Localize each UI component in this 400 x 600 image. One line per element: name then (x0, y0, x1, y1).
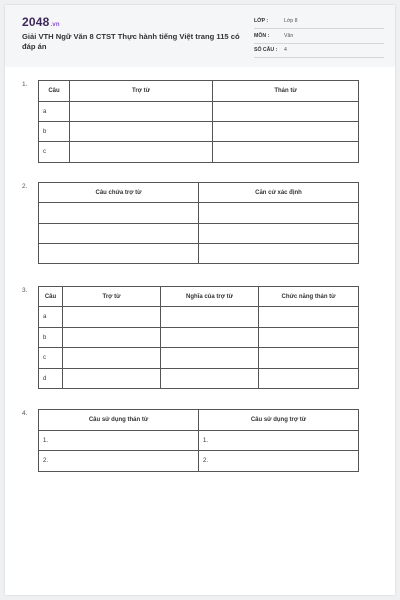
answer-cell[interactable] (70, 102, 213, 122)
table-row (39, 102, 359, 122)
logo-sub: .vn (50, 22, 60, 28)
q4-number: 4. (22, 410, 28, 417)
answer-cell[interactable] (70, 122, 213, 142)
answer-cell[interactable] (63, 369, 161, 389)
meta-count-value: 4 (284, 47, 287, 53)
answer-cell[interactable] (161, 369, 259, 389)
q3-header-row (39, 287, 359, 307)
meta-class-key: LỚP : (254, 18, 269, 24)
answer-cell[interactable] (199, 244, 359, 264)
answer-cell[interactable] (259, 307, 359, 328)
table-row (39, 369, 359, 389)
q2-number: 2. (22, 183, 28, 190)
q3-table (38, 286, 359, 389)
row-label: a (39, 307, 63, 328)
answer-cell[interactable] (63, 348, 161, 369)
q2-header-row (39, 183, 359, 203)
answer-cell[interactable] (259, 348, 359, 369)
q4-header-row (39, 410, 359, 431)
q2-header-basis: Căn cứ xác định (199, 183, 359, 203)
answer-cell[interactable] (161, 307, 259, 328)
q1-header-tro-tu: Trợ từ (70, 81, 213, 102)
q1-table (38, 80, 359, 163)
page-header (5, 5, 395, 67)
row-label: c (39, 348, 63, 369)
answer-cell[interactable]: 1. (199, 431, 359, 451)
q2-table (38, 182, 359, 264)
meta-subject-value: Văn (284, 33, 294, 39)
answer-cell[interactable] (39, 224, 199, 244)
answer-cell[interactable] (63, 328, 161, 348)
answer-cell[interactable]: 1. (39, 431, 199, 451)
meta-question-count (254, 45, 384, 58)
site-logo[interactable] (22, 15, 60, 29)
meta-count-key: SỐ CÂU : (254, 47, 278, 53)
meta-class (254, 16, 384, 29)
answer-cell[interactable] (39, 203, 199, 224)
q4-header-tro-tu: Câu sử dụng trợ từ (199, 410, 359, 431)
answer-cell[interactable] (63, 307, 161, 328)
table-row (39, 431, 359, 451)
row-label: d (39, 369, 63, 389)
q3-header-function: Chức năng thán từ (259, 287, 359, 307)
answer-cell[interactable] (199, 203, 359, 224)
q1-header-row (39, 81, 359, 102)
q1-number: 1. (22, 81, 28, 88)
answer-cell[interactable] (39, 244, 199, 264)
table-row (39, 244, 359, 264)
table-row (39, 122, 359, 142)
q4-header-than-tu: Câu sử dụng thán từ (39, 410, 199, 431)
table-row (39, 451, 359, 472)
table-row (39, 203, 359, 224)
q1-header-than-tu: Thán từ (213, 81, 359, 102)
q3-number: 3. (22, 287, 28, 294)
table-row (39, 224, 359, 244)
row-label: b (39, 122, 70, 142)
answer-cell[interactable] (259, 369, 359, 389)
logo-main: 2048 (22, 15, 50, 29)
row-label: b (39, 328, 63, 348)
answer-cell[interactable] (259, 328, 359, 348)
document-title: Giải VTH Ngữ Văn 8 CTST Thực hành tiếng Việt trang 115 có đáp án (22, 32, 240, 51)
answer-cell[interactable]: 2. (199, 451, 359, 472)
table-row (39, 348, 359, 369)
table-row (39, 307, 359, 328)
answer-cell[interactable] (161, 328, 259, 348)
answer-cell[interactable] (213, 142, 359, 163)
answer-cell[interactable]: 2. (39, 451, 199, 472)
table-row (39, 142, 359, 163)
meta-subject-key: MÔN : (254, 33, 270, 39)
row-label: a (39, 102, 70, 122)
q3-header-tro-tu: Trợ từ (63, 287, 161, 307)
q2-header-sentence: Câu chứa trợ từ (39, 183, 199, 203)
q4-table (38, 409, 359, 472)
answer-cell[interactable] (70, 142, 213, 163)
answer-cell[interactable] (199, 224, 359, 244)
answer-cell[interactable] (213, 122, 359, 142)
table-row (39, 328, 359, 348)
answer-cell[interactable] (213, 102, 359, 122)
answer-cell[interactable] (161, 348, 259, 369)
q3-header-cau: Câu (39, 287, 63, 307)
meta-class-value: Lớp 8 (284, 18, 298, 24)
row-label: c (39, 142, 70, 163)
worksheet-page (5, 5, 395, 595)
meta-subject (254, 31, 384, 44)
q3-header-meaning: Nghĩa của trợ từ (161, 287, 259, 307)
q1-header-cau: Câu (39, 81, 70, 102)
